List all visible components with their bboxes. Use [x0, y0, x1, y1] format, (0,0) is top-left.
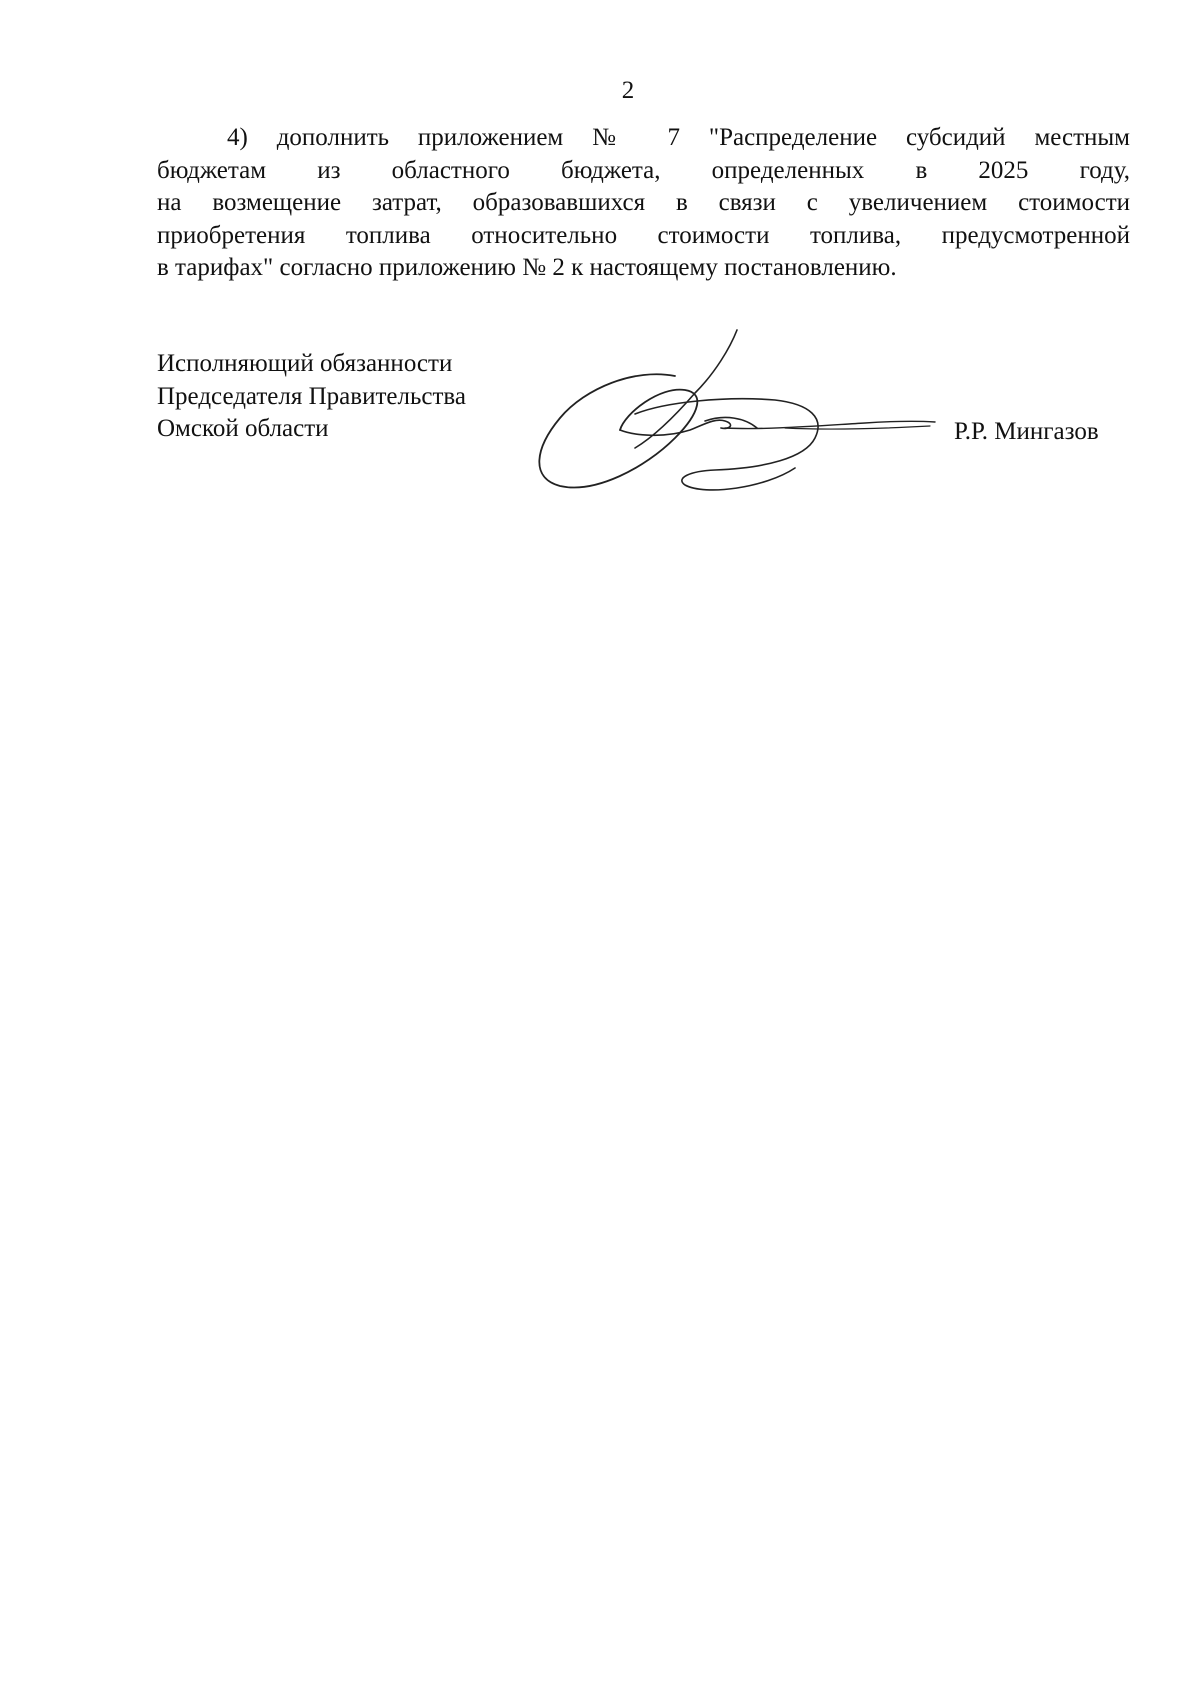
paragraph-line: на возмещение затрат, образовавшихся в связи с увеличением стоимости [157, 189, 1130, 216]
signature-stroke [620, 417, 757, 435]
signature-stroke [539, 374, 697, 487]
signer-name: Р.Р. Мингазов [954, 418, 1099, 445]
paragraph-line: приобретения топлива относительно стоимости топлива, предусмотренной [157, 221, 1130, 249]
signatory-title [157, 348, 466, 446]
amendment-paragraph [157, 122, 1130, 285]
paragraph-line: 4) дополнить приложением № 7 "Распределение субсидий местным [227, 124, 1130, 151]
signature-stroke [635, 399, 818, 490]
paragraph-line: в тарифах" согласно приложению № 2 к настоящему постановлению. [157, 254, 897, 281]
page-number: 2 [621, 77, 635, 104]
signature-stroke [635, 330, 737, 448]
handwritten-signature [525, 318, 945, 508]
signatory-title-line: Председателя Правительства [157, 382, 466, 410]
signatory-title-line: Омской области [157, 415, 329, 442]
signatory-title-line: Исполняющий обязанности [157, 350, 453, 377]
paragraph-line: бюджетам из областного бюджета, определенных в 2025 году, [157, 156, 1130, 184]
